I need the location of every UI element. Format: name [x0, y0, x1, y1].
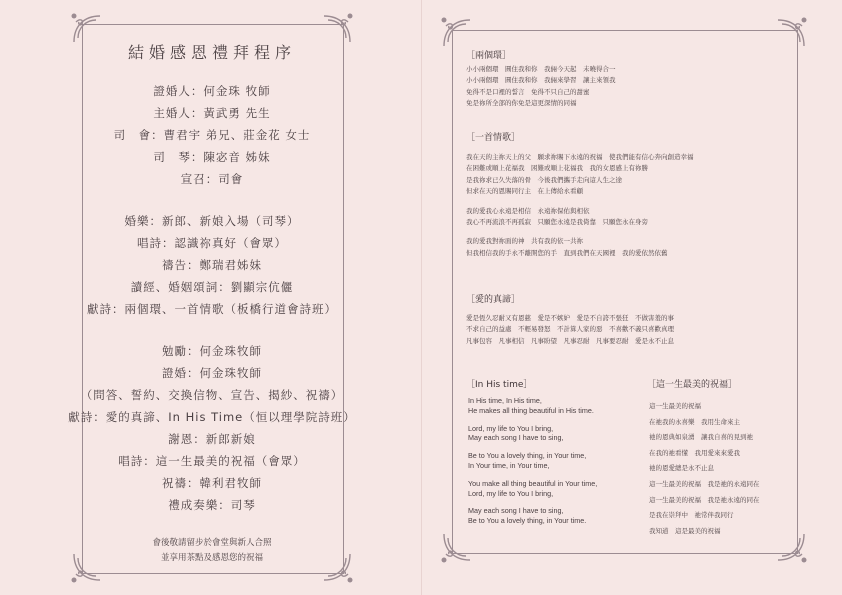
lyric-line: 愛是恆久忍耐又有恩慈 愛是不嫉妒 愛是不自誇不張狂 不做害羞的事: [466, 314, 674, 322]
program-item: 證婚：何金珠牧師: [162, 366, 262, 380]
lyric-line: 免是祢所全部的你免是這更深情的同福: [466, 99, 577, 108]
lyrics-block: [468, 396, 597, 526]
program-item: 讀經、婚姻頌詞：劉顯宗伉儷: [130, 280, 294, 294]
lyric-line: 在困難或順上花福我 困難或順上花福我 我的女恩感上有祢勝: [466, 164, 648, 173]
lyric-line: 我知道 這是最美的祝福: [649, 526, 721, 535]
program-item: 獻詩：愛的真諦、In His Time（恒以理學院詩班）: [68, 410, 356, 424]
closing-note: [82, 536, 342, 566]
program-item: 主婚人：黃武勇 先生: [153, 106, 271, 120]
lyric-line: 祂的恩典如泉湧 讓我自喜的見到祂: [649, 433, 753, 442]
lyric-line: 這一生最美的祝福: [649, 402, 701, 410]
closing-line: 會後敬請留步於會堂與新人合照: [152, 538, 272, 548]
lyric-line: 祂的恩愛總是永不止息: [649, 464, 714, 473]
program-item: 勉勵：何金珠牧師: [162, 344, 262, 358]
program-item: 祝禱：韓利君牧師: [162, 476, 262, 490]
program-item: 謝恩：新郎新娘: [168, 432, 256, 446]
page-title: 結婚感恩禮拜程序: [127, 43, 296, 62]
corner-ornament-icon: [774, 16, 808, 50]
lyric-line: Be to You a lovely thing, in Your time.: [468, 516, 587, 526]
program-item: 禱告：鄭瑞君姊妹: [162, 258, 262, 272]
lyrics-block: [466, 152, 694, 259]
lyric-line: 是我在崇拜中 祂常伴我同行: [649, 511, 734, 520]
lyric-line: 但求在天的恩賜同行主 在上傳給永看顧: [466, 187, 583, 196]
program-item: 證婚人：何金珠 牧師: [153, 84, 271, 98]
program-item: 司 會：曹君宇 弟兄、莊金花 女士: [113, 128, 311, 142]
lyrics-block: [466, 64, 616, 110]
program-item: 禮成奏樂：司琴: [168, 498, 256, 512]
lyric-line: 我的愛我心永遠是相信 永遠祢保佑與相依: [466, 206, 590, 215]
program-item: 司 琴：陳宓音 姊妹: [153, 150, 271, 164]
closing-line: 並享用茶點及感恩您的祝福: [160, 553, 263, 563]
section-heading: ［一首情歌］: [466, 133, 521, 143]
lyric-line: In His time, In His time,: [468, 396, 542, 405]
lyric-line: Lord, my life to You I bring,: [468, 423, 554, 433]
lyric-line: 這一生最美的祝福 我是祂永遠的同在: [649, 495, 760, 504]
lyric-line: 這一生最美的祝福 我是祂的永遠同在: [649, 479, 760, 488]
lyric-line: 凡事包容 凡事相信 凡事盼望 凡事忍耐 凡事要忍耐 愛是永不止息: [466, 336, 674, 345]
corner-ornament-icon: [774, 530, 808, 564]
lyric-line: Be to You a lovely thing, in Your time,: [468, 451, 587, 461]
program-item: 宣召：司會: [180, 172, 244, 186]
lyric-line: He makes all thing beautiful in His time.: [468, 405, 594, 415]
lyrics-block: [466, 313, 674, 347]
lyric-line: 我在天的主祢天上的父 願求祢賜下永遠的祝福 使我們能有信心奔向創造幸福: [466, 153, 694, 161]
lyric-line: 免得不是口裡的誓言 免得不只自己的甜蜜: [466, 87, 590, 96]
program-item: 唱詩：認識祢真好（會眾）: [137, 236, 287, 250]
section-heading: ［愛的真諦］: [466, 295, 521, 305]
lyric-line: In Your time, in Your time,: [468, 460, 550, 470]
lyric-line: 我的愛我對祢面的神 共有我的依一共祢: [466, 237, 583, 246]
lyric-line: 小小兩個環 圓住我和你 我倆今天起 未曉得合一: [466, 65, 616, 73]
program-item: 獻詩：兩個環、一首情歌（板橋行道會詩班）: [87, 302, 337, 316]
section-heading: ［In His time］: [466, 380, 533, 390]
program-item: （問答、誓約、交換信物、宣告、揭紗、祝禱）: [80, 388, 344, 402]
program-item: 婚樂：新郎、新娘入場（司琴）: [124, 214, 300, 228]
lyric-line: 但我相信我的手永不離開您的手 直到我們在天國裡 我的愛依然依舊: [466, 248, 668, 257]
lyric-line: 是我祢求已久失落的骨 今後我們攜手走向這人生之途: [466, 175, 622, 184]
lyric-line: You make all thing beautiful in Your time,: [468, 478, 598, 488]
section-heading: ［這一生最美的祝福］: [647, 380, 738, 390]
lyric-line: 在我的祂看懂 我用愛來來愛我: [649, 448, 740, 457]
lyric-line: 小小兩個環 圓住我和你 我倆來學習 讓主來領我: [466, 76, 616, 85]
corner-ornament-icon: [440, 16, 474, 50]
program-item: 唱詩：這一生最美的祝福（會眾）: [118, 454, 306, 468]
program-list: [30, 80, 394, 516]
section-heading: ［兩個環］: [466, 51, 512, 61]
lyric-line: Lord, my life to You I bring,: [468, 488, 554, 498]
lyric-line: May each song I have to sing,: [468, 433, 564, 443]
lyric-line: 不求自己的益處 不輕易發怒 不計算人家的惡 不喜歡不義只喜歡真理: [466, 325, 674, 334]
lyric-line: 在祂我的永喜樂 我用生命來主: [649, 417, 740, 426]
lyric-line: 我心不再流浪不再孤寂 只願您永遠是我倚靠 只願您永在身旁: [466, 218, 648, 227]
corner-ornament-icon: [440, 530, 474, 564]
lyrics-block: [649, 399, 760, 539]
lyric-line: May each song I have to sing,: [468, 506, 564, 516]
